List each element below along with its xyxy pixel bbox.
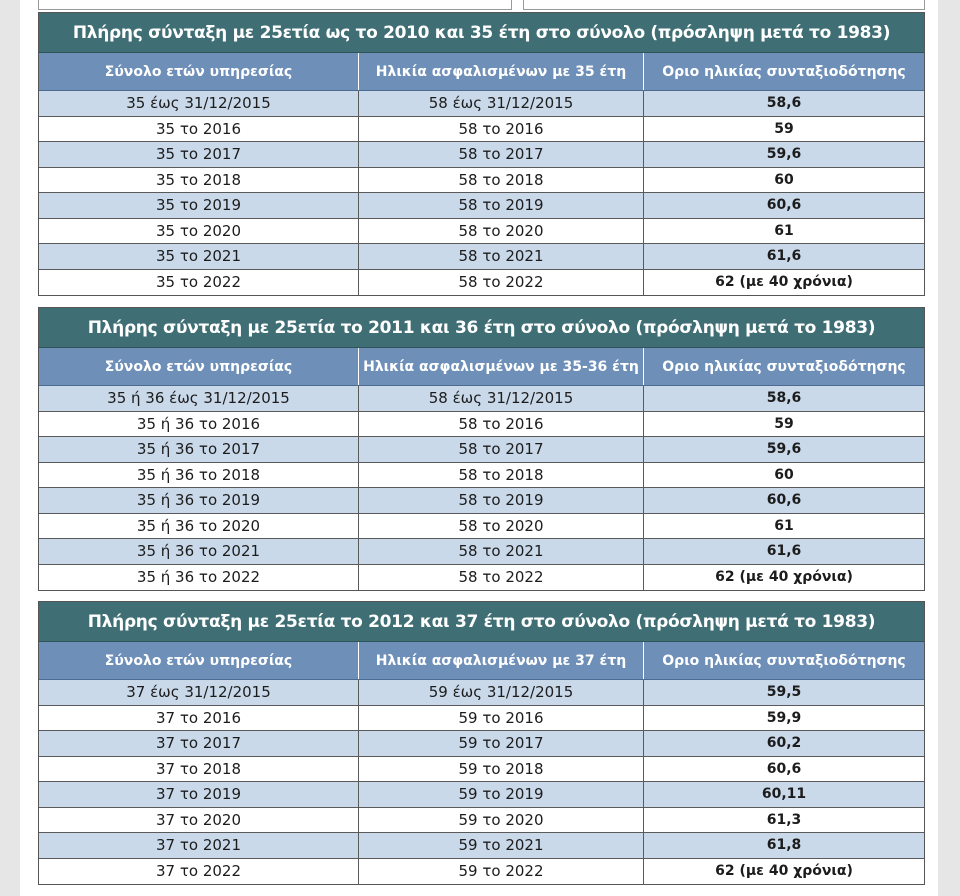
table-header-row [39,642,924,680]
table-title: Πλήρης σύνταξη με 25ετία το 2011 και 36 έτη στο σύνολο (πρόσληψη μετά το 1983) [39,308,924,348]
cell-insured-age: 58 το 2022 [359,565,644,591]
cell-years-of-service: 35 το 2021 [39,244,359,269]
cell-insured-age: 58 το 2022 [359,270,644,296]
cell-insured-age: 58 το 2018 [359,463,644,488]
table-row [39,412,924,438]
cell-insured-age: 58 το 2016 [359,412,644,437]
table-row [39,706,924,732]
cell-retirement-age-limit: 59,6 [766,146,802,163]
header-retirement-age-limit: Οριο ηλικίας συνταξιοδότησης [662,358,906,375]
cell-insured-age: 58 το 2019 [359,193,644,218]
cell-years-of-service: 35 το 2022 [39,270,359,296]
cell-insured-age: 58 το 2021 [359,539,644,564]
cell-retirement-age-limit: 58,6 [766,95,802,112]
cell-insured-age: 59 το 2020 [359,808,644,833]
cell-insured-age: 58 το 2021 [359,244,644,269]
table-row [39,731,924,757]
cell-years-of-service: 35 ή 36 έως 31/12/2015 [39,386,359,411]
table-row [39,244,924,270]
cell-years-of-service: 37 το 2020 [39,808,359,833]
cell-insured-age: 58 το 2018 [359,168,644,193]
cell-retirement-age-limit: 60 [774,466,794,483]
pension-table-2012 [38,601,925,885]
table-row [39,539,924,565]
cell-years-of-service: 35 ή 36 το 2018 [39,463,359,488]
cell-years-of-service: 35 το 2016 [39,117,359,142]
table-row [39,117,924,143]
cell-years-of-service: 35 έως 31/12/2015 [39,91,359,116]
cell-years-of-service: 37 το 2016 [39,706,359,731]
cell-years-of-service: 37 το 2022 [39,859,359,885]
cell-retirement-age-limit: 61,6 [766,248,802,265]
table-body [39,386,924,590]
cell-insured-age: 59 το 2019 [359,782,644,807]
cell-retirement-age-limit: 58,6 [766,390,802,407]
header-insured-age: Ηλικία ασφαλισμένων με 37 έτη [359,642,644,679]
cell-retirement-age-limit: 59 [774,415,794,432]
right-scrollbar-gutter [938,0,960,896]
header-insured-age: Ηλικία ασφαλισμένων με 35-36 έτη [359,348,644,385]
table-row [39,463,924,489]
cell-retirement-age-limit: 60,2 [766,735,802,752]
cell-insured-age: 58 το 2020 [359,219,644,244]
cell-years-of-service: 35 ή 36 το 2016 [39,412,359,437]
table-row [39,91,924,117]
cell-retirement-age-limit: 61 [774,222,794,239]
cell-insured-age: 58 το 2020 [359,514,644,539]
table-row [39,514,924,540]
cell-years-of-service: 35 ή 36 το 2017 [39,437,359,462]
table-body [39,680,924,884]
table-row [39,168,924,194]
cell-insured-age: 58 έως 31/12/2015 [359,386,644,411]
cell-retirement-age-limit: 59,9 [766,709,802,726]
cell-retirement-age-limit: 62 (με 40 χρόνια) [715,863,853,880]
table-row [39,386,924,412]
cell-insured-age: 58 το 2016 [359,117,644,142]
cell-years-of-service: 37 το 2021 [39,833,359,858]
cell-years-of-service: 35 το 2019 [39,193,359,218]
cell-insured-age: 58 το 2017 [359,142,644,167]
cell-insured-age: 59 το 2016 [359,706,644,731]
table-row [39,488,924,514]
table-row [39,680,924,706]
table-title: Πλήρης σύνταξη με 25ετία το 2012 και 37 έτη στο σύνολο (πρόσληψη μετά το 1983) [39,602,924,642]
cell-insured-age: 58 το 2019 [359,488,644,513]
cell-insured-age: 59 το 2022 [359,859,644,885]
left-margin [0,0,20,896]
previous-table-cell-stub [38,0,512,10]
header-insured-age: Ηλικία ασφαλισμένων με 35 έτη [359,53,644,90]
header-retirement-age-limit: Οριο ηλικίας συνταξιοδότησης [662,63,906,80]
table-row [39,833,924,859]
table-row [39,808,924,834]
cell-retirement-age-limit: 59,5 [766,684,802,701]
cell-retirement-age-limit: 61 [774,517,794,534]
table-title: Πλήρης σύνταξη με 25ετία ως το 2010 και 35 έτη στο σύνολο (πρόσληψη μετά το 1983) [39,13,924,53]
cell-insured-age: 58 το 2017 [359,437,644,462]
header-years-of-service: Σύνολο ετών υπηρεσίας [39,53,359,90]
pension-table-2010 [38,12,925,296]
cell-insured-age: 59 το 2017 [359,731,644,756]
table-header-row [39,348,924,386]
cell-retirement-age-limit: 62 (με 40 χρόνια) [715,274,853,291]
table-row [39,219,924,245]
cell-retirement-age-limit: 60,6 [766,760,802,777]
cell-retirement-age-limit: 60,11 [761,786,807,803]
cell-years-of-service: 35 το 2018 [39,168,359,193]
header-retirement-age-limit: Οριο ηλικίας συνταξιοδότησης [662,652,906,669]
pension-table-2011 [38,307,925,591]
cell-years-of-service: 35 ή 36 το 2019 [39,488,359,513]
cell-retirement-age-limit: 61,8 [766,837,802,854]
cell-insured-age: 59 το 2021 [359,833,644,858]
cell-years-of-service: 35 το 2020 [39,219,359,244]
cell-retirement-age-limit: 60 [774,171,794,188]
table-row [39,437,924,463]
cell-retirement-age-limit: 59,6 [766,441,802,458]
header-years-of-service: Σύνολο ετών υπηρεσίας [39,642,359,679]
cell-years-of-service: 35 ή 36 το 2021 [39,539,359,564]
table-row [39,193,924,219]
cell-insured-age: 58 έως 31/12/2015 [359,91,644,116]
cell-years-of-service: 35 ή 36 το 2022 [39,565,359,591]
cell-retirement-age-limit: 61,3 [766,811,802,828]
table-row [39,565,924,591]
cell-retirement-age-limit: 60,6 [766,492,802,509]
table-body [39,91,924,295]
header-years-of-service: Σύνολο ετών υπηρεσίας [39,348,359,385]
cell-retirement-age-limit: 61,6 [766,543,802,560]
cell-years-of-service: 37 έως 31/12/2015 [39,680,359,705]
cell-retirement-age-limit: 60,6 [766,197,802,214]
table-row [39,142,924,168]
cell-years-of-service: 37 το 2017 [39,731,359,756]
table-row [39,782,924,808]
table-row [39,757,924,783]
cell-years-of-service: 35 ή 36 το 2020 [39,514,359,539]
cell-insured-age: 59 έως 31/12/2015 [359,680,644,705]
cell-years-of-service: 37 το 2019 [39,782,359,807]
cell-retirement-age-limit: 62 (με 40 χρόνια) [715,569,853,586]
table-row [39,859,924,885]
cell-insured-age: 59 το 2018 [359,757,644,782]
cell-years-of-service: 37 το 2018 [39,757,359,782]
table-header-row [39,53,924,91]
table-row [39,270,924,296]
cell-retirement-age-limit: 59 [774,120,794,137]
cell-years-of-service: 35 το 2017 [39,142,359,167]
previous-table-cell-stub [523,0,925,10]
